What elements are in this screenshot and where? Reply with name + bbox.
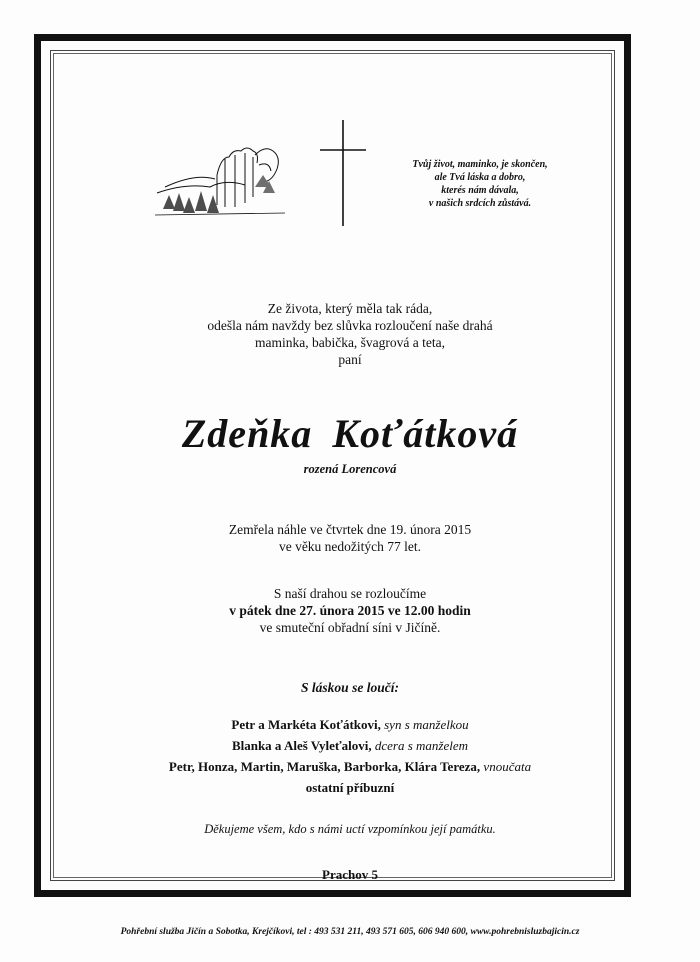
farewell-title: S láskou se loučí: [301,680,399,695]
funeral-line: S naší drahou se rozloučíme [273,586,427,601]
death-info [34,521,666,555]
address-text: Prachov 5 [322,867,378,882]
mourner-relation: vnoučata [483,759,532,774]
last-name: Koťátková [332,411,519,456]
first-name: Zdeňka [181,411,313,456]
mourner-names: Petr a Markéta Koťátkovi, [231,717,381,732]
mourner-names: ostatní příbuzní [305,780,395,795]
deceased-name [34,412,666,456]
poem-line: kterés nám dávala, [441,185,519,196]
mourner-relation: syn s manželkou [384,717,469,732]
intro-line: odešla nám navždy bez slůvka rozloučení naše drahá [207,318,493,333]
cross-icon [318,118,368,228]
mourner-row [34,756,666,777]
intro-line: Ze života, který měla tak ráda, [267,301,433,316]
mourner-names: Petr, Honza, Martin, Maruška, Barborka, Klára Tereza, [168,759,481,774]
mourners-list [34,714,666,798]
memorial-poem [395,158,565,210]
thanks-text: Děkujeme všem, kdo s námi uctí vzpomínkou její památku. [204,822,496,836]
mourner-row [34,714,666,735]
maiden-name: rozená Lorencová [303,462,397,476]
intro-text [34,300,666,368]
funeral-info [34,585,666,636]
intro-line: paní [338,352,362,367]
landscape-rocks-illustration [155,135,285,217]
intro-line: maminka, babička, švagrová a teta, [254,335,446,350]
poem-line: v našich srdcích zůstává. [428,198,532,209]
poem-line: ale Tvá láska a dobro, [434,172,526,183]
mourner-relation: dcera s manželem [374,738,469,753]
poem-line: Tvůj život, maminko, je skončen, [412,159,548,170]
mourner-row [34,735,666,756]
funeral-place: ve smuteční obřadní síni v Jičíně. [259,620,441,635]
death-line: ve věku nedožitých 77 let. [278,539,422,554]
mourner-names: Blanka a Aleš Vyleťalovi, [231,738,372,753]
death-line: Zemřela náhle ve čtvrtek dne 19. února 2015 [228,522,472,537]
funeral-service-footer: Pohřební služba Jičín a Sobotka, Krejčíkovi, tel : 493 531 211, 493 571 605, 606 940 600, www.pohrebnisluzbajicin.cz [120,927,580,937]
funeral-date: v pátek dne 27. února 2015 ve 12.00 hodin [229,603,471,618]
mourner-row [34,777,666,798]
